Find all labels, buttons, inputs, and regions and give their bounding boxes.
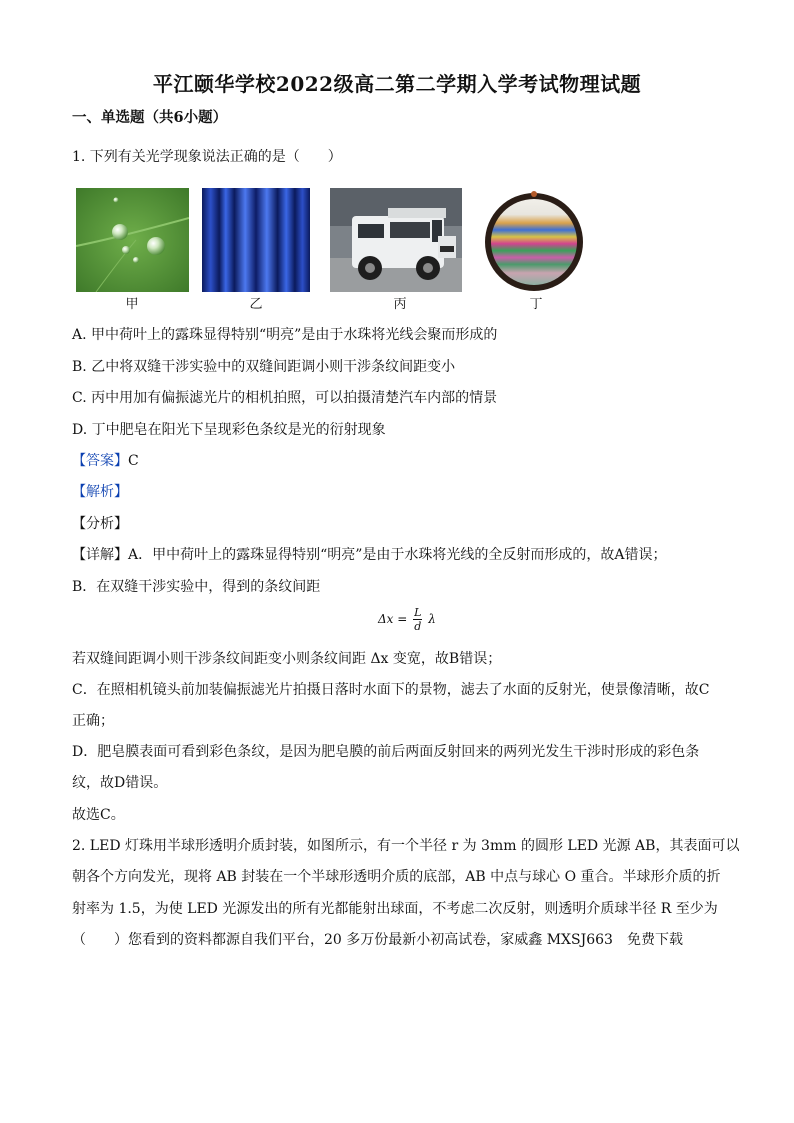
- fenxi-tag: 【分析】: [72, 516, 128, 532]
- q1-detail-d2: 纹，故D错误。: [72, 775, 168, 791]
- figure-caption-ding: 丁: [529, 297, 543, 312]
- question-1-figures: [0, 188, 794, 313]
- q1-detail-c1: C．在照相机镜头前加装偏振滤光片拍摄日落时水面下的景物，滤去了水面的反射光，使景像清晰，故C: [72, 682, 710, 698]
- formula-lhs: Δx =: [378, 612, 408, 626]
- question-2-line-1: 2. LED 灯珠用半球形透明介质封装，如图所示，有一个半径 r 为 3mm 的圆形 LED 光源 AB，其表面可以: [72, 838, 740, 854]
- analysis-tag: 【解析】: [72, 484, 128, 500]
- formula-rhs: λ: [428, 612, 436, 626]
- answer-value: C: [128, 453, 139, 469]
- soap-film-image: [481, 188, 587, 292]
- figure-caption-yi: 乙: [249, 297, 263, 312]
- question-2-line-3: 射率为 1.5，为使 LED 光源发出的所有光都能射出球面，不考虑二次反射，则透明介质球半径 R 至少为: [72, 901, 718, 917]
- question-2-line-2: 朝各个方向发光，现将 AB 封装在一个半球形透明介质的底部，AB 中点与球心 O 重合。半球形介质的折: [72, 869, 721, 885]
- q1-option-a: A. 甲中荷叶上的露珠显得特别“明亮”是由于水珠将光线会聚而形成的: [72, 327, 498, 343]
- q1-option-b: B. 乙中将双缝干涉实验中的双缝间距调小则干涉条纹间距变小: [72, 359, 456, 375]
- q1-detail-b1: B．在双缝干涉实验中，得到的条纹间距: [72, 579, 321, 595]
- question-1-stem: 1. 下列有关光学现象说法正确的是（ ）: [72, 149, 342, 165]
- formula-numerator: L: [414, 606, 422, 619]
- figure-caption-bing: 丙: [393, 297, 407, 312]
- white-suv-image: [330, 188, 462, 292]
- lotus-leaf-dew-image: [76, 188, 189, 292]
- formula-denominator: d: [414, 620, 422, 633]
- q1-option-c: C. 丙中用加有偏振滤光片的相机拍照，可以拍摄清楚汽车内部的情景: [72, 390, 498, 406]
- q1-detail-b2: 若双缝间距调小则干涉条纹间距变小则条纹间距 Δx 变宽，故B错误；: [72, 651, 502, 667]
- exam-title: 平江颐华学校2022级高二第二学期入学考试物理试题: [152, 72, 642, 96]
- q1-detail-a: [72, 545, 667, 565]
- detail-a-text: A．甲中荷叶上的露珠显得特别“明亮”是由于水珠将光线的全反射而形成的，故A错误；: [128, 547, 667, 563]
- interference-fringes-image: [202, 188, 310, 292]
- answer-tag: 【答案】: [72, 453, 128, 469]
- question-2-line-4: （ ）您看到的资料都源自我们平台，20 多万份最新小初高试卷，家威鑫 MXSJ663 免费下载: [72, 932, 683, 948]
- section-heading-single-choice: 一、单选题（共6小题）: [72, 109, 228, 126]
- figure-caption-jia: 甲: [125, 297, 139, 312]
- fringe-spacing-formula: [378, 606, 436, 633]
- q1-detail-d1: D．肥皂膜表面可看到彩色条纹，是因为肥皂膜的前后两面反射回来的两列光发生干涉时形成的彩色条: [72, 744, 700, 760]
- formula-fraction: [413, 606, 422, 633]
- detail-tag: 【详解】: [72, 547, 128, 563]
- q1-answer: [72, 451, 139, 471]
- q1-detail-c2: 正确；: [72, 713, 114, 729]
- q1-option-d: D. 丁中肥皂在阳光下呈现彩色条纹是光的衍射现象: [72, 422, 386, 438]
- q1-conclusion: 故选C。: [72, 807, 125, 823]
